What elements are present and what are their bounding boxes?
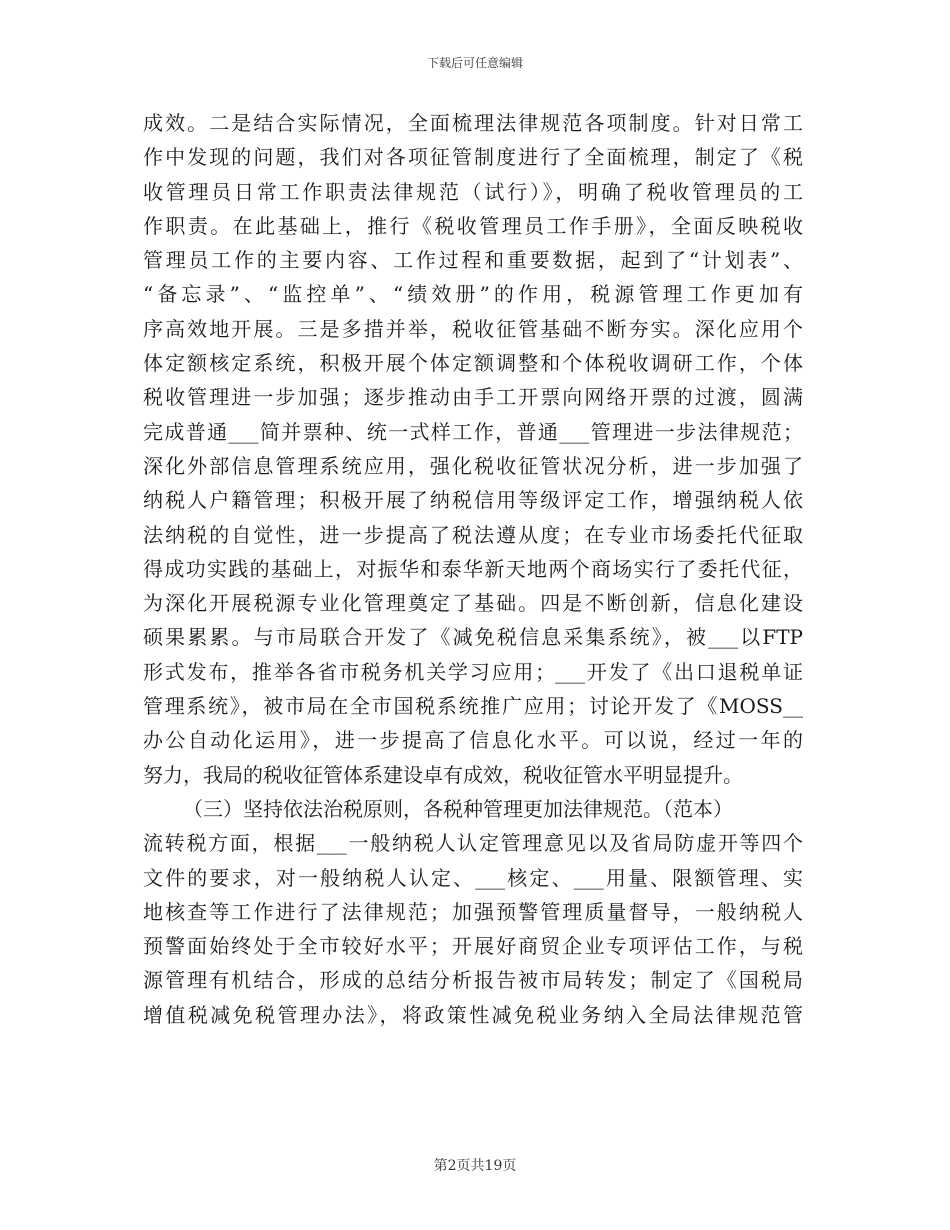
text-line: 得成功实践的基础上，对振华和泰华新天地两个商场实行了委托代征， bbox=[143, 556, 803, 581]
text-line: 序高效地开展。三是多措并举，税收征管基础不断夯实。深化应用个 bbox=[143, 316, 803, 341]
text-line: 法纳税的自觉性，进一步提高了税法遵从度；在专业市场委托代征取 bbox=[143, 522, 803, 547]
text-line: 收管理员日常工作职责法律规范（试行）》，明确了税收管理员的工 bbox=[143, 179, 803, 204]
paragraph bbox=[143, 792, 803, 1032]
text-line: 地核查等工作进行了法律规范；加强预警管理质量督导，一般纳税人 bbox=[143, 899, 803, 924]
text-line: 成效。二是结合实际情况，全面梳理法律规范各项制度。针对日常工 bbox=[143, 111, 803, 135]
text-line: 税收管理进一步加强；逐步推动由手工开票向网络开票的过渡，圆满 bbox=[143, 385, 803, 410]
text-line: 增值税减免税管理办法》，将政策性减免税业务纳入全局法律规范管 bbox=[143, 1002, 803, 1027]
text-line: 完成普通___简并票种、统一式样工作，普通___管理进一步法律规范； bbox=[143, 419, 803, 444]
text-line: 办公自动化运用》，进一步提高了信息化水平。可以说，经过一年的 bbox=[143, 728, 803, 753]
text-line: 为深化开展税源专业化管理奠定了基础。四是不断创新，信息化建设 bbox=[143, 591, 803, 616]
page-header: 下载后可任意编辑 bbox=[426, 56, 523, 70]
text-line: 作中发现的问题，我们对各项征管制度进行了全面梳理，制定了《税 bbox=[143, 145, 803, 170]
page-footer: 第2页共19页 bbox=[433, 1158, 517, 1174]
document-body bbox=[143, 106, 803, 1032]
text-line: 硕果累累。与市局联合开发了《减免税信息采集系统》，被___以FTP bbox=[143, 625, 803, 650]
paragraph bbox=[143, 106, 803, 792]
text-line: 作职责。在此基础上，推行《税收管理员工作手册》，全面反映税收 bbox=[143, 213, 803, 238]
text-line: 管理员工作的主要内容、工作过程和重要数据，起到了“计划表”、 bbox=[143, 248, 803, 273]
text-line: 流转税方面，根据___一般纳税人认定管理意见以及省局防虚开等四个 bbox=[143, 831, 803, 856]
text-line: （三）坚持依法治税原则，各税种管理更加法律规范。（范本） bbox=[183, 796, 733, 821]
text-line: 深化外部信息管理系统应用，强化税收征管状况分析，进一步加强了 bbox=[143, 453, 803, 478]
text-line: “备忘录”、“监控单”、“绩效册”的作用，税源管理工作更加有 bbox=[143, 282, 803, 307]
text-line: 管理系统》，被市局在全市国税系统推广应用；讨论开发了《MOSS__ bbox=[143, 694, 803, 719]
text-line: 文件的要求，对一般纳税人认定、___核定、___用量、限额管理、实 bbox=[143, 865, 803, 890]
text-line: 纳税人户籍管理；积极开展了纳税信用等级评定工作，增强纳税人依 bbox=[143, 488, 803, 513]
text-line: 努力，我局的税收征管体系建设卓有成效，税收征管水平明显提升。 bbox=[143, 762, 743, 787]
text-line: 形式发布，推举各省市税务机关学习应用；___开发了《出口退税单证 bbox=[143, 659, 803, 684]
text-line: 体定额核定系统，积极开展个体定额调整和个体税收调研工作，个体 bbox=[143, 351, 803, 376]
text-line: 预警面始终处于全市较好水平；开展好商贸企业专项评估工作，与税 bbox=[143, 934, 803, 959]
text-line: 源管理有机结合，形成的总结分析报告被市局转发；制定了《国税局 bbox=[143, 968, 803, 993]
